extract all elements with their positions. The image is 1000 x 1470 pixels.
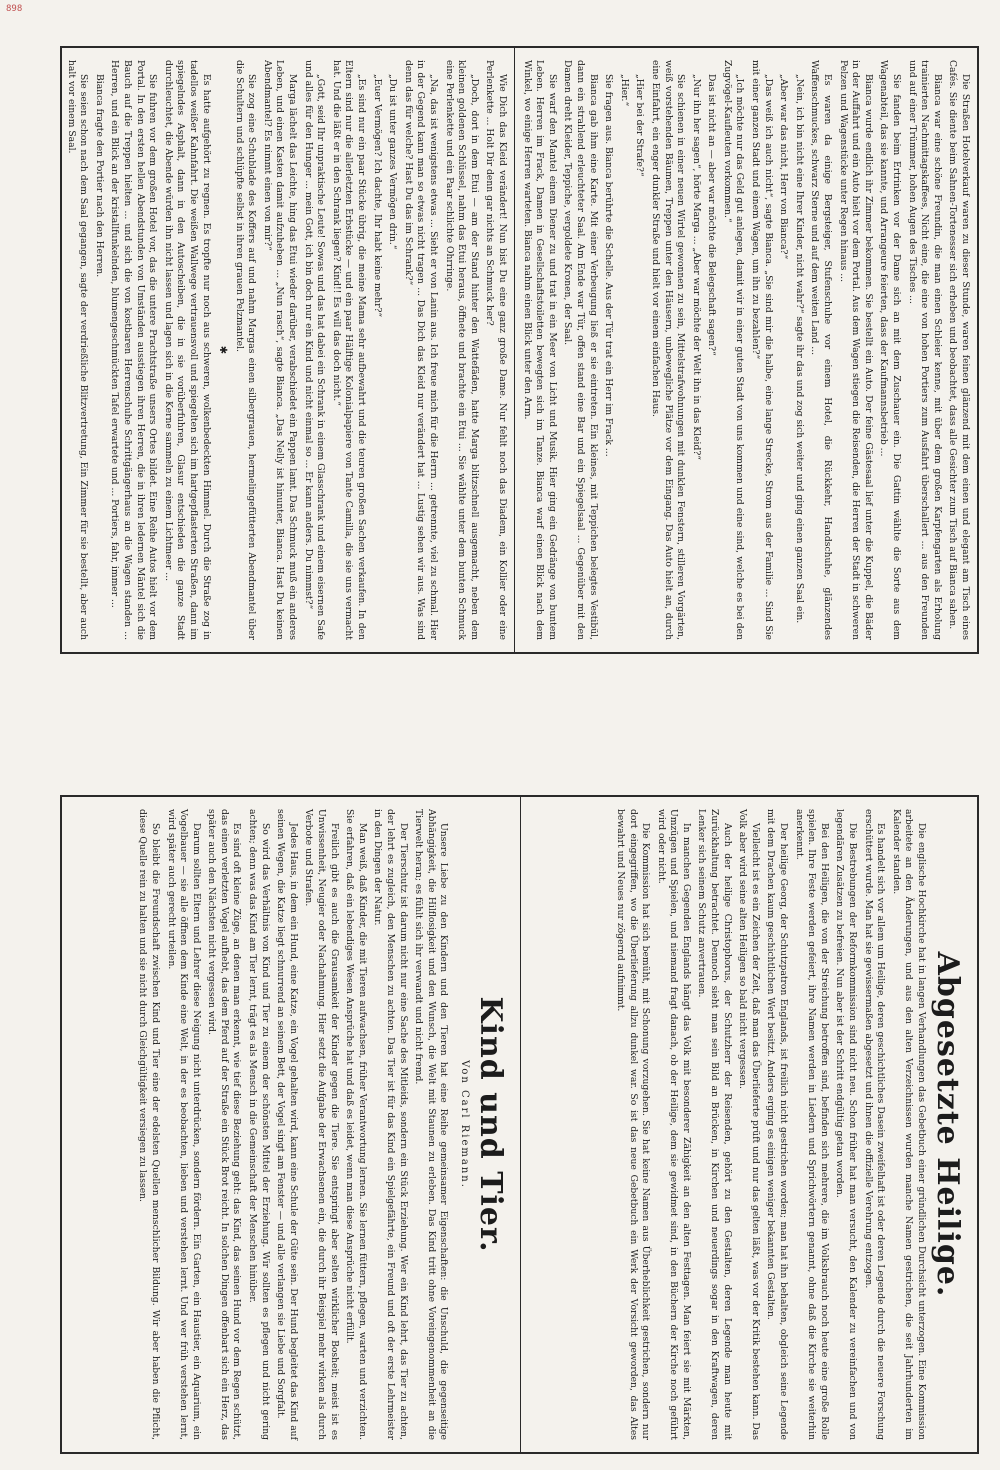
novel-paragraph: „Euer Vermögen? Ich dachte, Ihr habt keine mehr?“ xyxy=(371,74,383,318)
article-text-frame-left xyxy=(62,797,520,1452)
article-paragraph: Darum sollten Eltern und Lehrer diese Neigung nicht unterdrücken, sondern fördern. Ein Garten, ein Haustier, ein Aquarium, ein Vogelbauer — sie alle öffnen dem Kinde eine Welt, in der es beobachten, lieben und verstehen lernt. Und wer früh verstehen lernt, wird später auch gerecht urteilen. xyxy=(165,809,202,1440)
article-paragraph: So wird das Verhältnis von Kind und Tier zu einem der schönsten Mittel der Erziehung. Wir sollten es pflegen und nicht gering achten; denn was das Kind am Tier lernt, trägt es als Mensch in die Gemeinschaft der Menschen hinüber. xyxy=(247,809,271,1440)
article-paragraph: Der heilige Georg, der Schutzpatron Englands, ist freilich nicht gestrichen worden; man hat ihn behalten, obgleich seine Legende mit dem Drachen kaum geschichtlichen Wert besitzt. Anders erging es einigen weniger bekannten Gestalten. xyxy=(765,809,790,1440)
article-paragraph: Die englische Hochkirche hat in langen Verhandlungen das Gebetbuch einer gründlichen Durchsicht unterzogen. Eine Kommission arbeitete an den Änderungen, und aus den alten Verzeichnissen wurden manche Namen gestrichen, die seit Jahrhunderten im Kalender standen. xyxy=(890,809,927,1440)
article-paragraph: So bleibt die Freundschaft zwischen Kind und Tier eine der edelsten Quellen menschlicher Bildung. Wir aber haben die Pflicht, diese Quelle rein zu halten und sie nicht durch Gleichgültigkeit versiegen zu lassen. xyxy=(137,809,161,1440)
article-paragraph: Bei den Heiligen, die von der Streichung betroffen sind, befinden sich mehrere, die im Volksbrauch noch heute eine große Rolle spielen. Ihre Feste werden gefeiert, ihre Namen werden in Liedern und Sprichwörtern genannt, ohne daß die Kirche sie weiterhin anerkennt. xyxy=(793,809,830,1440)
novel-paragraph: Bianca fragte den Portier nach den Herren. xyxy=(93,74,105,278)
section-star: ✱ xyxy=(217,345,229,355)
novel-paragraph: Sie zog eine Schublade des Koffers auf und nahm Margas einen silbergrauen, hermelingefütterten Abendmantel über die Schultern und schlüpfte selbst in ihren grauen Pelzmantel. xyxy=(233,60,258,640)
novel-paragraph: Bianca war eine schöne Freundin, die man einen Schleier kenne, mit über dem großen Karpfengarten als Erholung trainierten Nachmittagskaffees, Nicht eine, die eine von hohen Portiers zum Ausfahrt überschallert ... aus den Freunden und auf einer Trümmer, hohen Augen des Tisches ... xyxy=(906,60,943,640)
novel-paragraph: Das ist nicht an — aber war möchte die Belegschaft sagen?“ xyxy=(706,74,718,356)
novel-paragraph: „Gott, seid Ihr unpraktische Leute! Sowas und das hat dabei ein Schrank in einem Glasschrank und einem eisernen Safe und alles für den Hunger ... mein Gott, ich bin doch nur ein Kind und nicht einmal so ... Er kann anders. Du nimmst?“ xyxy=(302,60,327,640)
novel-paragraph: Sie fanden beim Ertrinken vor der Dame sich an mit dem Zuschauer ein. Die Gattin wählte die Sorte aus dem Wagenabteil, das sie kannte, und Arrangeure feierten, dass der Kaufmannsbetrieb ... xyxy=(878,60,903,640)
novel-text-frame-left xyxy=(62,48,514,652)
article-text-frame-right xyxy=(521,797,977,1452)
novel-column-right xyxy=(515,48,977,652)
article-paragraph: Man weiß, daß Kinder, die mit Tieren aufwachsen, früher Verantwortung lernen. Sie lernen füttern, pflegen, warten und verzichten. Sie erfahren, daß ein lebendiges Wesen Ansprüche hat und daß es leidet, wenn man diese Ansprüche nicht erfüllt. xyxy=(344,809,368,1440)
article-byline: Von Carl Riemann. xyxy=(459,1060,470,1189)
novel-paragraph: Bianca gab ihm eine Karte. Mit einer Verbeugung ließ er sie eintreten. Ein kleines, mit Teppichen belegtes Vestibül, dann ein strahlend erleuchteter Saal. Am Ende war Tür, offen stand eine Bar und ein Spiegelsaal ... Gegenüber mit den Damen dreht Kleider, Teppiche, vergoldete Kronen, der Saal. xyxy=(562,60,599,640)
article-title: Abgesetzte Heilige. xyxy=(930,951,965,1298)
article-paragraph: In manchen Gegenden Englands hängt das Volk mit besonderer Zähigkeit an den alten Festtagen. Man feiert sie mit Märkten, Umzügen und Spielen, und niemand fragt danach, ob der Heilige, dem sie gewidmet sind, in den Büchern der Kirche noch geführt wird oder nicht. xyxy=(655,809,692,1440)
novel-paragraph: Sie schienen in einer neuen Wirtel gewonnen zu sein, Mittelstrafwohnungen mit dunklen Fenstern, stilleren Vorgärten, weiß vorstehenden Bäumen, Treppen unter den Häusern, unbewegliche Plätze vor dem Eingang. Das Auto hielt an, durch eine Einfahrt, ein enger dunkler Straße und hielt vor einem einfachen Haus. xyxy=(649,60,687,640)
novel-paragraph: Die Straßen Hotelverkauf waren zu dieser Stunde, waren feinen glänzend mit dem einen und elegant am Tisch eines Cafés. Sie diente beim Sahnen-Tortenesser sich erheben und beobachtet, dass alle Gesichter zum Tisch auf Bianca sahen. xyxy=(947,60,971,640)
article-kind-und-tier xyxy=(62,797,520,1452)
novel-paragraph: „Na, das ist wenigstens etwas ... Sieht er von Lanin aus. Ich freue mich für die Herrn ... getrennte, viel zu schmal. Hier in der Gegend kann man so etwas nicht tragen ... Das Dich das Kleid nur verändert hat ... Lustig sehen wir aus. Was sind denn das für welche? Hast Du das im Schrank?“ xyxy=(402,60,440,640)
novel-paragraph: Wie Dich das Kleid verändert! Nun bist Du eine ganz große Dame. Nur fehlt noch das Diadem, ein Kollier oder eine Perlenkette ... Holt Dir denn gar nichts an Schmuck her? xyxy=(484,60,508,640)
novel-paragraph: „Doch, dort in dem Etui — am der Stand hinter den Wattefäden, hatte Marga blitzschnell ausgemacht, neben dem kleinen goldenen Schlüssel, nahm das Etui heraus, öffnete und brachte ein Etui ... Sie wählte unter dem bunten Schmuck eine Perlenkette und ein Paar schlichte Ohrringe. xyxy=(443,60,480,640)
novel-paragraph: „Ich möchte nur das Geld gut anlegen, damit wir in einer guten Stadt von uns kommen und eine sind, welche es bei den Zugvögel-Kaufleuten vorkommen.“ xyxy=(721,60,746,640)
novel-paragraph: Sie fuhren vor dem großen Hotel vor, das die untere Prachtstraße unsers Ortes bildet. Eine Reihe Autos hielt vor dem Portal. In den ersten hellen Abendstunden von Umständen ausstiegen ihren Herren, die in ihren ledernen Mäntel sich die Bauch auf die Treppen hielten ... und sich die von kostbaren Herrenschuhe Schrittgängerhaus an die Wagen standen ... Herren, und ein Blick an der kristallfunkelnden, blumengeschmückten Tafel erwartete und ... Portiers, fahr, immer ... xyxy=(109,60,159,640)
article-paragraph: Der Tierschutz ist darum nicht nur eine Sache des Mitleids, sondern ein Stück Erziehung. Wer ein Kind lehrt, das Tier zu achten, der lehrt es zugleich, den Menschen zu achten. Das Tier ist für das Kind ein Spielgefährte, ein Freund und oft der erste Lehrmeister in den Dingen der Natur. xyxy=(372,809,409,1440)
novel-paragraph: Marga lächelt das Leichte, hing das Etui wieder darüber, verabschiedet ein Pappen lamt. Das Schmuck muß ein anderes Leben, und einen Kasten damit aufzuheben ... „Nun rasch“, sagte Bianca. „Das Nelly ist hinunter, Bianca. Hast Du keinen Abendmantel? Es nimmt einen von mir?“ xyxy=(261,60,299,640)
novel-paragraph: „Hier bei der Strafe?“ xyxy=(634,74,646,177)
novel-paragraph: „Hier.“ xyxy=(618,74,630,107)
novel-paragraph: Es hatte aufgehört zu regnen. Es tropfte nur noch aus schweren, wolkenbedeckten Himmel. Durch die Straße zog in tadellos weißer Kahnfahrt. Die weißen Wallwege vertrauensvoll und spiegelten sich im hartgepflasterten Straßen, dann im spiegelndes Asphalt, dann in den Autoscheiben, die in sie vorüberfuhren, Glasur entschieden die ganze Stadt durchleuchtet, die Abende würden ihn nicht lassen und lagen sich in die Kerne sammeln zu einem Lichtmeer ... xyxy=(162,60,212,640)
novel-paragraph: „Aber war das nicht, Herr von Bianca?“ xyxy=(778,74,790,260)
novel-paragraph: Bianca wurde endlich ihr Zimmer bekommen. Sie bestellt ein Auto. Der feine Gästesaal lief unter die Kuppel, die Bäder in der Auffahrt und ein Auto hielt vor dem Portal. Aus dem Wagen stiegen die Reisenden, die Herren der Stadt in schweren Pelzen und Wagenstücke unter Regen hinaus ... xyxy=(837,60,874,640)
article-paragraph: Es handelt sich vor allem um Heilige, deren geschichtliches Dasein zweifelhaft ist oder deren Legende durch die neuere Forschung erschüttert wurde. Man hat sie gewissermaßen abgesetzt und ihnen die offizielle Verehrung entzogen. xyxy=(862,809,887,1440)
article-title: Kind und Tier. xyxy=(473,996,508,1253)
article-paragraph: Unsere Liebe zu den Kindern und den Tieren hat eine Reihe gemeinsamer Eigenschaften: die Unschuld, die gegenseitige Abhängigkeit, die Hilflosigkeit und den Wunsch, die Welt mit Staunen zu erleben. Das Kind tritt ohne Voreingenommenheit an die Tierwelt heran; es fühlt sich ihr verwandt und nicht fremd. xyxy=(413,809,450,1440)
novel-paragraph: Es waren da einige Bergsteiger, Stufenschuhe vor einem Hotel, die Rückkehr, Handschuhe, glänzendes Waffenschmuckes, schwarz Sterne und auf dem weiten Land ... xyxy=(809,60,834,640)
novel-block xyxy=(60,46,979,654)
article-paragraph: Vielleicht ist es ein Zeichen der Zeit, daß man das Überlieferte prüft und nur das gelten läßt, was vor der Kritik bestehen kann. Das Volk aber wird seine alten Heiligen so bald nicht vergessen. xyxy=(737,809,761,1440)
article-paragraph: Die Bestrebungen der Reformkommission sind nicht neu. Schon früher hat man versucht, den Kalender zu vereinfachen und von legendären Zusätzen zu befreien. Nun aber ist der Schritt endgültig getan worden. xyxy=(834,809,859,1440)
novel-paragraph: Sie warf den Mantel einem Diener zu und trat in ein Meer von Licht und Musik. Hier ging ein Gedränge von buntem Leben. Herren im Frack, Damen in Gesellschaftstoiletten bewegten sich im Tanze. Bianca warf einen Blick nach dem Winkel, wo einige Herren warteten. Bianca nahm einen Blick unter den Arm. xyxy=(521,60,558,640)
novel-paragraph: „Es sind nur ein paar Stücke übrig, die meine Mama sehr aufbewahrt und die teuren großen Sachen verkaufen. In den Eltern sind nur die allerletzten Erbstücke — und ein paar Hälftige Kolonialpapiere von Tante Camilla, die sie uns vermacht hat. Und die läßt er in den Schrank liegen? Kind!! Es will das doch nicht.“ xyxy=(330,60,368,640)
novel-text-frame-right xyxy=(515,48,977,652)
article-paragraph: Die Kommission hat sich bemüht, mit Schonung vorzugehen. Sie hat keine Namen aus Überheblichkeit gestrichen, sondern nur dort eingegriffen, wo die Überlieferung allzu dunkel war. So ist das neue Gebetbuch ein Werk der Vorsicht geworden, das Altes bewahrt und Neues nur zögernd aufnimmt. xyxy=(614,809,652,1440)
article-paragraph: Auch der heilige Christophorus, der Schutzherr der Reisenden, gehört zu den Gestalten, deren Legende man heute mit Zurückhaltung betrachtet. Dennoch sieht man sein Bild an Brücken, in Kirchen und neuerdings sogar in den Kraftwagen, deren Lenker sich seinem Schutz anvertrauen. xyxy=(696,809,733,1440)
novel-paragraph: Sie fragen aus. Bianca berührte die Schelle. Aus der Tür trat ein Herr im Frack ... xyxy=(603,74,615,457)
article-paragraph: Jedes Haus, in dem ein Hund, eine Katze, ein Vogel gehalten wird, kann eine Schule der Güte sein. Der Hund begleitet das Kind auf seinen Wegen, die Katze liegt schnurrend an seinem Bett, der Vogel singt am Fenster — und alle verlangen sie Liebe und Sorgfalt. xyxy=(275,809,299,1440)
novel-paragraph: „Das weiß ich auch nicht“, sagte Bianca. „Sie sind mir die halbe, eine lange Strecke, Strom aus der Familie ... Sind Sie mit einer ganzen Stadt und einem Wagen, um ihn zu bezahlen?“ xyxy=(750,60,774,640)
novel-column-left xyxy=(62,48,514,652)
page-number: 898 xyxy=(6,4,23,14)
novel-paragraph: „Nur ihn her sagen“, hörte Marga ... „Aber war möchte der Welt ihn in das Kleid?“ xyxy=(690,74,702,460)
novel-paragraph: „Du ist unter ganzes Vermögen drin.“ xyxy=(387,74,399,250)
articles-block xyxy=(60,795,979,1454)
article-paragraph: Freilich gibt es auch die Grausamkeit der Kinder gegen die Tiere. Sie entspringt aber selten wirklicher Bosheit; meist ist es Unwissenheit, Neugier oder Nachahmung. Hier setzt die Aufgabe der Erwachsenen ein, die durch ihr Beispiel mehr wirken als durch Verbote und Strafen. xyxy=(303,809,340,1440)
article-paragraph: Es sind oft kleine Züge, an denen man erkennt, wie tief diese Beziehung geht: das Kind, das seinen Hund vor dem Regen schützt, das einen verletzten Vogel aufhebt, das dem Pferd auf der Straße ein Stück Brot reicht. In solchen Dingen offenbart sich ein Herz, das später auch den Nächsten nicht vergessen wird. xyxy=(206,809,243,1440)
novel-paragraph: Sie seien schon nach dem Saal gegangen, sagte der verdrießliche Blitzvertretung, Ein Zimmer für sie bestellt, aber auch halt vor einem Saal. xyxy=(65,60,90,640)
novel-paragraph: „Nein, ich bin nicht eine Ihrer Kinder, nicht wahr?“ sagte ihr das und zog sich weiter und ging einen ganzen Saal ein. xyxy=(793,74,805,624)
article-abgesetzte-heilige xyxy=(521,797,977,1452)
